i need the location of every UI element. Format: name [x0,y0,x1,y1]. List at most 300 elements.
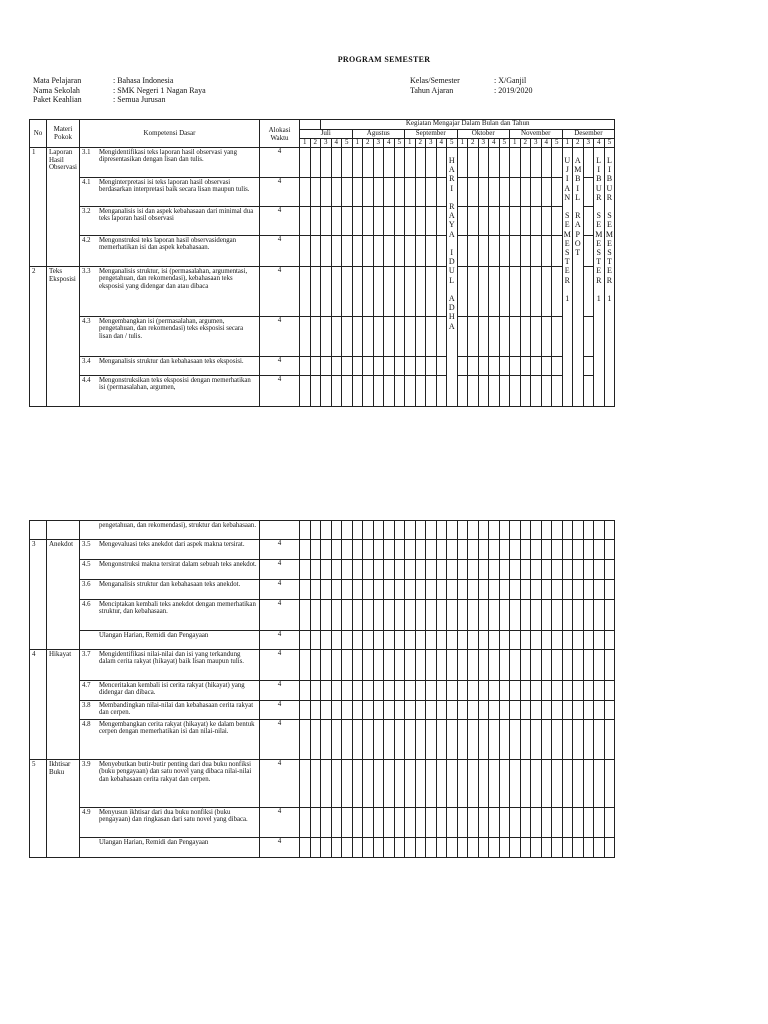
week-cell [604,521,615,540]
week-cell [310,681,321,701]
week-cell [478,631,489,650]
week-cell [510,681,521,701]
kd-text: Ulangan Harian, Remidi dan Pengayaan [99,839,209,846]
week-cell [394,357,405,376]
week-cell [352,650,363,681]
week-cell [436,376,447,407]
week-cell [604,681,615,701]
week-cell [415,600,426,631]
week-cell [384,650,395,681]
kd-text: Menganalisis struktur, isi (permasalahan, argumentasi, pengetahuan, dan rekomendasi), kebahasaan teks eksposisi yang didengar dan atau dibaca [99,268,248,290]
week-cell [310,540,321,560]
week-cell [573,720,584,760]
week-cell [562,681,573,701]
week-cell [373,600,384,631]
week-cell [541,236,552,267]
week-cell [478,681,489,701]
week-cell [531,178,542,207]
week-cell [363,808,374,838]
week-cell [499,760,510,808]
week-cell [394,631,405,650]
week-cell [541,631,552,650]
week-cell [583,808,594,838]
week-cell [415,701,426,720]
week-cell [384,560,395,580]
week-number: 2 [573,139,584,148]
week-cell [541,540,552,560]
vertical-note-text: L I B U R S E M E S T E R 1 [605,156,613,304]
meta-row [410,76,532,86]
week-cell [405,580,416,600]
week-cell [468,560,479,580]
week-cell [415,207,426,236]
week-cell [363,760,374,808]
kompetensi-dasar-cell [80,267,260,317]
week-cell [604,600,615,631]
week-cell [573,560,584,580]
week-cell [510,631,521,650]
week-cell [520,148,531,178]
week-number: 3 [583,139,594,148]
week-cell [405,681,416,701]
week-cell [583,580,594,600]
vertical-note-text: L I B U R S E M E S T E R 1 [595,156,603,304]
week-cell [394,650,405,681]
week-cell [436,838,447,858]
week-cell [468,808,479,838]
week-cell [573,681,584,701]
week-cell [300,540,311,560]
week-cell [352,580,363,600]
week-cell [405,838,416,858]
week-cell [363,207,374,236]
week-cell [447,580,458,600]
week-cell [342,600,353,631]
week-cell [310,560,321,580]
week-cell [415,540,426,560]
week-cell [541,760,552,808]
week-cell [331,357,342,376]
week-cell [468,178,479,207]
kompetensi-dasar-cell [80,580,260,600]
week-cell [594,838,605,858]
week-cell [447,681,458,701]
week-cell [552,808,563,838]
week-cell [583,376,594,407]
week-cell [363,701,374,720]
kd-text: Membandingkan nilai-nilai dan kebahasaan cerita rakyat dan cerpen. [99,702,254,717]
week-cell [342,521,353,540]
week-cell [426,178,437,207]
week-cell [457,808,468,838]
week-cell [426,357,437,376]
kd-number: 3.7 [82,651,91,658]
week-cell [321,178,332,207]
header-no: No [30,120,47,148]
week-cell [604,701,615,720]
week-cell [426,148,437,178]
week-cell [321,148,332,178]
week-cell [583,760,594,808]
week-cell [300,376,311,407]
week-cell [300,838,311,858]
table-row [30,681,615,701]
week-cell [489,580,500,600]
week-cell [363,540,374,560]
week-cell [426,631,437,650]
week-cell [489,600,500,631]
week-cell [499,521,510,540]
week-cell [583,540,594,560]
week-cell [573,808,584,838]
kompetensi-dasar-cell [80,650,260,681]
vertical-note-text: A M B I L R A P O T [574,156,582,258]
meta-row [33,86,206,96]
week-cell [436,701,447,720]
kd-number: 3.4 [82,358,91,365]
week-cell [604,560,615,580]
week-cell [478,521,489,540]
week-cell [363,521,374,540]
week-cell [331,808,342,838]
week-cell [457,540,468,560]
week-cell [541,357,552,376]
week-cell [352,838,363,858]
week-cell [520,720,531,760]
week-cell [583,236,594,267]
week-cell [405,207,416,236]
week-cell [426,760,437,808]
week-cell [489,148,500,178]
week-number: 4 [541,139,552,148]
table-row [30,580,615,600]
week-cell [394,701,405,720]
table-row [30,376,615,407]
week-cell [310,178,321,207]
week-cell [552,357,563,376]
week-cell [342,357,353,376]
kompetensi-dasar-cell [80,808,260,838]
week-cell [594,650,605,681]
week-cell [594,681,605,701]
week-cell [499,838,510,858]
week-cell [489,357,500,376]
week-number: 1 [352,139,363,148]
week-cell [499,808,510,838]
week-cell [478,720,489,760]
week-cell [363,148,374,178]
week-cell [552,267,563,317]
week-cell [310,267,321,317]
week-cell [604,838,615,858]
week-cell [447,600,458,631]
week-cell [363,650,374,681]
week-cell [489,808,500,838]
week-cell [321,560,332,580]
week-cell [499,681,510,701]
week-number: 2 [468,139,479,148]
kd-number: 4.9 [82,809,91,816]
week-cell [478,650,489,681]
row-number: 4 [30,650,47,760]
week-cell [562,720,573,760]
week-cell [468,207,479,236]
week-cell [394,580,405,600]
week-cell [510,148,521,178]
alokasi-waktu: 4 [260,357,300,376]
week-cell [468,600,479,631]
week-cell [415,808,426,838]
week-cell [520,376,531,407]
month-header: Oktober [457,130,510,139]
week-cell [457,681,468,701]
week-cell [573,631,584,650]
alokasi-waktu: 4 [260,580,300,600]
table-row [30,560,615,580]
week-cell [415,681,426,701]
table-row [30,808,615,838]
week-cell [457,838,468,858]
week-cell [331,760,342,808]
week-cell [436,207,447,236]
week-cell [447,701,458,720]
week-cell [552,148,563,178]
week-cell [352,317,363,357]
alokasi-waktu: 4 [260,681,300,701]
week-cell [300,148,311,178]
week-cell [373,720,384,760]
week-cell [352,600,363,631]
week-cell [531,357,542,376]
week-cell [310,207,321,236]
week-cell [520,580,531,600]
week-cell [489,701,500,720]
week-cell [384,207,395,236]
week-cell [436,267,447,317]
week-cell [352,540,363,560]
week-cell [489,650,500,681]
week-cell [541,267,552,317]
week-cell [447,521,458,540]
week-cell [321,720,332,760]
week-cell [321,521,332,540]
week-cell [520,681,531,701]
week-cell [300,267,311,317]
week-number: 2 [520,139,531,148]
week-cell [363,236,374,267]
week-cell [436,808,447,838]
week-cell [594,631,605,650]
week-cell [594,701,605,720]
week-number: 3 [321,139,332,148]
week-cell [520,838,531,858]
kompetensi-dasar-cell [80,720,260,760]
week-cell [405,357,416,376]
week-cell [300,580,311,600]
week-cell [321,207,332,236]
week-cell [384,760,395,808]
week-cell [499,580,510,600]
week-cell [415,631,426,650]
kd-number: 4.7 [82,682,91,689]
week-cell [499,720,510,760]
table-row [30,357,615,376]
week-cell [468,148,479,178]
week-cell [447,560,458,580]
week-cell [426,808,437,838]
week-cell [384,178,395,207]
row-number: 2 [30,267,47,407]
week-cell [552,236,563,267]
week-cell [531,317,542,357]
kd-number: 3.1 [82,149,91,156]
alokasi-waktu: 4 [260,560,300,580]
week-cell [352,267,363,317]
week-cell [531,808,542,838]
week-cell [300,650,311,681]
week-number: 5 [499,139,510,148]
week-cell [373,521,384,540]
week-cell [447,540,458,560]
week-cell [300,207,311,236]
meta-label: Kelas/Semester [410,76,460,85]
week-cell [310,650,321,681]
week-cell [499,207,510,236]
week-cell [583,701,594,720]
week-cell [552,600,563,631]
week-cell [520,808,531,838]
kd-text: Menginterpretasi isi teks laporan hasil observasi berdasarkan interpretasi baik secara lisan maupun tulis. [99,179,250,194]
week-cell [520,267,531,317]
week-cell [499,148,510,178]
week-number: 1 [457,139,468,148]
program-table-page-1 [29,119,615,407]
week-cell [552,838,563,858]
meta-value: : X/Ganjil [494,76,527,85]
kompetensi-dasar-cell [80,148,260,178]
kompetensi-dasar-cell [80,681,260,701]
kompetensi-dasar-cell [80,357,260,376]
week-cell [363,838,374,858]
week-cell [342,207,353,236]
week-number: 3 [426,139,437,148]
week-number: 5 [552,139,563,148]
week-cell [363,317,374,357]
week-cell [520,600,531,631]
week-cell [541,376,552,407]
week-cell [594,600,605,631]
week-cell [468,521,479,540]
week-cell [489,838,500,858]
week-cell [552,540,563,560]
week-cell [363,178,374,207]
week-cell [489,267,500,317]
week-cell [373,760,384,808]
kd-text: Menyusun ikhtisar dari dua buku nonfiksi (buku pengayaan) dan ringkasan dari satu novel yang dibaca. [99,809,248,824]
week-cell [363,720,374,760]
week-cell [426,580,437,600]
week-number: 2 [310,139,321,148]
week-cell [510,808,521,838]
week-cell [541,808,552,838]
header-materi: Materi Pokok [47,120,80,148]
week-cell [489,760,500,808]
kd-number: 3.2 [82,208,91,215]
month-header: September [405,130,458,139]
kd-text: Mengonstruksikan teks eksposisi dengan memerhatikan isi (permasalahan, argumen, [99,377,251,392]
week-cell [457,521,468,540]
week-cell [384,521,395,540]
week-cell [520,178,531,207]
week-cell [541,838,552,858]
week-cell [457,376,468,407]
week-number: 3 [478,139,489,148]
week-cell [583,631,594,650]
week-cell [468,701,479,720]
week-cell [489,631,500,650]
table-row [30,631,615,650]
kd-number: 4.1 [82,179,91,186]
kompetensi-dasar-cell [80,236,260,267]
week-cell [331,560,342,580]
week-cell [331,838,342,858]
meta-row [33,95,206,105]
week-cell [510,267,521,317]
week-cell [552,317,563,357]
week-cell [583,207,594,236]
week-cell [478,580,489,600]
week-cell [384,701,395,720]
week-cell [478,267,489,317]
week-cell [594,760,605,808]
libur-1-note [594,148,605,407]
month-header: Desember [562,130,615,139]
week-cell [352,521,363,540]
row-number: 3 [30,540,47,650]
week-cell [594,560,605,580]
week-cell [499,600,510,631]
week-cell [510,838,521,858]
week-cell [468,650,479,681]
meta-value: : 2019/2020 [494,85,533,95]
week-cell [457,720,468,760]
week-cell [499,178,510,207]
week-cell [300,178,311,207]
week-cell [457,760,468,808]
week-cell [573,540,584,560]
week-cell [583,560,594,580]
week-cell [321,650,332,681]
week-cell [489,720,500,760]
meta-label: Tahun Ajaran [410,85,454,95]
week-cell [457,580,468,600]
week-cell [310,236,321,267]
week-cell [478,317,489,357]
header-row [30,120,615,130]
week-cell [300,681,311,701]
week-cell [426,600,437,631]
week-cell [447,631,458,650]
week-cell [562,560,573,580]
alokasi-waktu: 4 [260,236,300,267]
week-cell [457,650,468,681]
table-row [30,650,615,681]
libur-2-note [604,148,615,407]
week-cell [499,236,510,267]
week-cell [342,681,353,701]
table-row [30,540,615,560]
week-cell [331,600,342,631]
